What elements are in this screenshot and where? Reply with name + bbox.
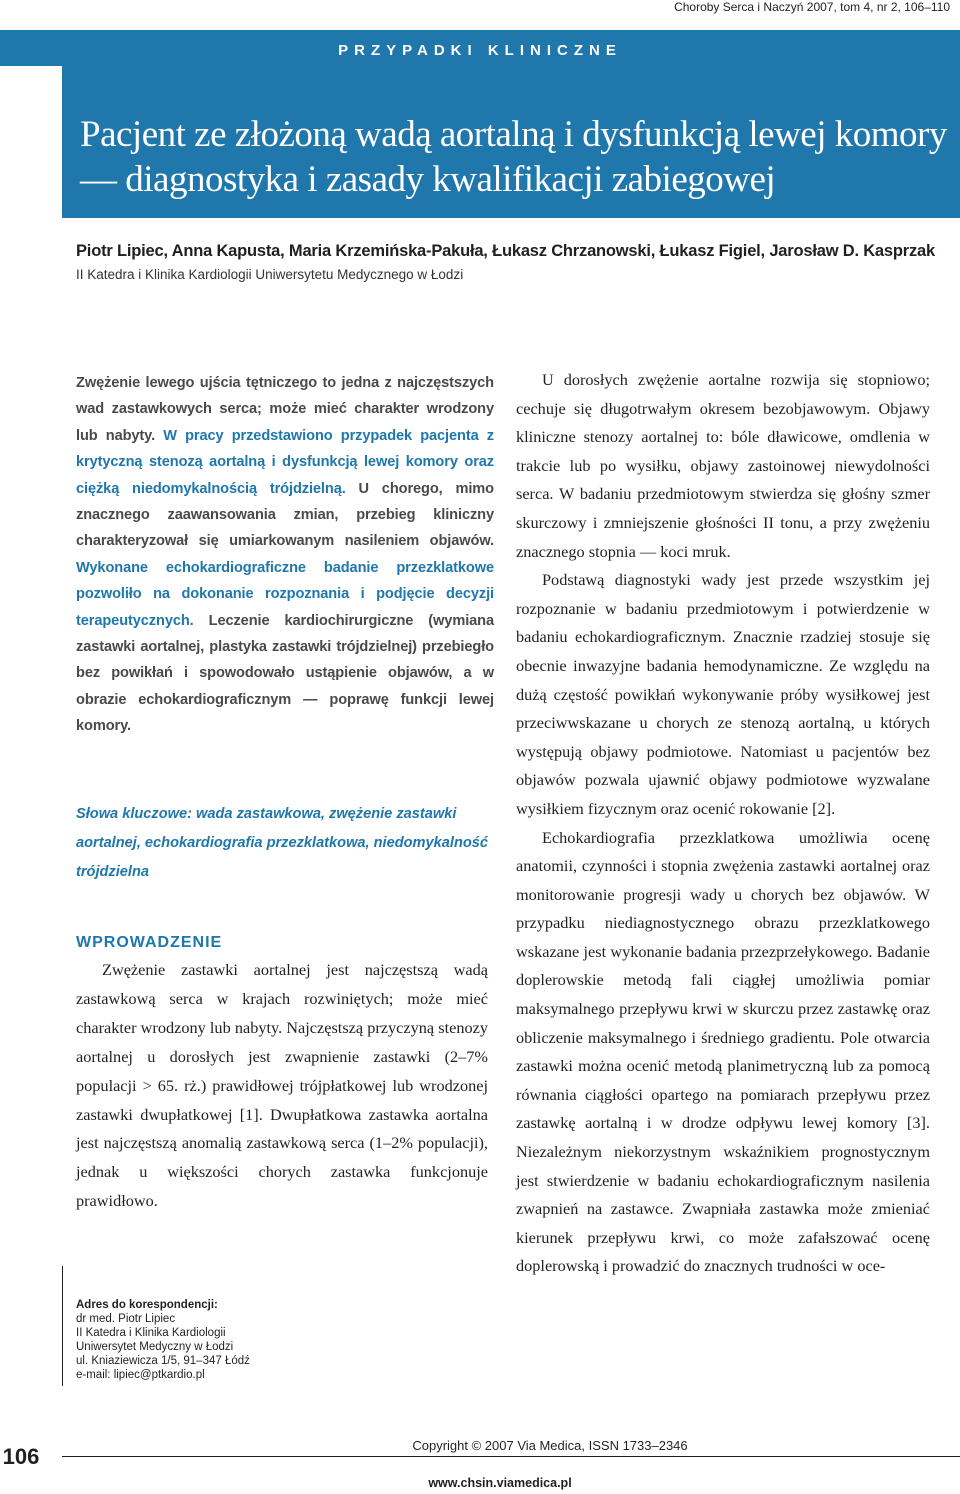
intro-heading: WPROWADZENIE xyxy=(76,934,223,951)
correspondence-email[interactable]: e-mail: lipiec@ptkardio.pl xyxy=(76,1369,205,1381)
website-link[interactable]: www.chsin.viamedica.pl xyxy=(428,1476,572,1490)
copyright: Copyright © 2007 Via Medica, ISSN 1733–2346 xyxy=(412,1438,688,1453)
abstract-part-5: Leczenie kardiochirurgiczne (wymiana zastawki aortalnej, plastyka zastawki trójdzielnej) przebiegło bez powikłań i spowodowało ustąpienie objawów, a w obrazie echokardiograficznym — poprawę funkcji lewej komory. xyxy=(76,612,494,735)
paragraph: Podstawą diagnostyki wady jest przede wszystkim jej rozpoznanie w badaniu przedmiotowym i potwierdzenie w badaniu echokardiograficznym. Znacznie rzadziej stosuje się obecnie inwazyjne badania hemodynamiczne. Ze względu na dużą częstość powikłań wykonywanie próby wysiłkowej jest przeciwwskazane u chorych ze stenozą aortalną, u których występują objawy podmiotowe. Natomiast u pacjentów bez objawów pozwala ujawnić objawy podmiotowe wyzwalane wysiłkiem fizycznym oraz ocenić rokowanie [2]. xyxy=(516,570,930,818)
abstract xyxy=(76,370,494,740)
correspondence-line: dr med. Piotr Lipiec xyxy=(76,1313,176,1325)
article-title xyxy=(80,112,950,202)
abstract-part-3: U chorego, mimo znacznego zaawansowania zmian, przebieg kliniczny charakteryzował się umiarkowanym nasileniem objawów. xyxy=(76,480,494,550)
section-label: PRZYPADKI KLINICZNE xyxy=(338,42,622,59)
correspondence-block xyxy=(76,1298,336,1382)
page-number: 106 xyxy=(2,1444,40,1469)
correspondence-heading: Adres do korespondencji: xyxy=(76,1299,218,1311)
correspondence-line: ul. Kniaziewicza 1/5, 91–347 Łódź xyxy=(76,1355,250,1367)
correspondence-line: II Katedra i Klinika Kardiologii xyxy=(76,1327,226,1339)
title-line-2: — diagnostyka i zasady kwalifikacji zabiegowej xyxy=(80,159,776,200)
journal-header: Choroby Serca i Naczyń 2007, tom 4, nr 2, 106–110 xyxy=(674,0,950,14)
right-column xyxy=(516,366,930,1281)
footer-rule xyxy=(62,1456,960,1457)
keywords: Słowa kluczowe: wada zastawkowa, zwężenie zastawki aortalnej, echokardiografia przezklatkowa, niedomykalność trójdzielna xyxy=(76,806,489,880)
title-line-1: Pacjent ze złożoną wadą aortalną i dysfunkcją lewej komory xyxy=(80,114,947,155)
correspondence-line: Uniwersytet Medyczny w Łodzi xyxy=(76,1341,234,1353)
authors: Piotr Lipiec, Anna Kapusta, Maria Krzemińska-Pakuła, Łukasz Chrzanowski, Łukasz Figiel, Jarosław D. Kasprzak xyxy=(76,242,935,260)
abstract-part-4: Wykonane echokardiograficzne badanie przezklatkowe pozwoliło na dokonanie rozpoznania i podjęcie decyzji terapeutycznych. xyxy=(76,559,494,629)
paragraph: U dorosłych zwężenie aortalne rozwija się stopniowo; cechuje się długotrwałym okresem bezobjawowym. Objawy kliniczne stenozy aortalnej to: bóle dławicowe, omdlenia w trakcie lub po wysiłku, objawy zastoinowej niewydolności serca. W badaniu przedmiotowym stwierdza się głośny szmer skurczowy i zmniejszenie głośności II tonu, a przy zwężeniu znacznego stopnia — koci mruk. xyxy=(516,370,930,561)
abstract-part-1: Zwężenie lewego ujścia tętniczego to jedna z najczęstszych wad zastawkowych serca; może mieć charakter wrodzony lub nabyty. xyxy=(76,375,494,444)
affiliation: II Katedra i Klinika Kardiologii Uniwersytetu Medycznego w Łodzi xyxy=(76,267,464,282)
intro-text: Zwężenie zastawki aortalnej jest najczęstszą wadą zastawkową serca w krajach rozwiniętych; może mieć charakter wrodzony lub nabyty. Najczęstszą przyczyną stenozy aortalnej u dorosłych jest zwapnienie zastawki (2–7% populacji > 65. rż.) prawidłowej trójpłatkowej lub wrodzonej zastawki dwupłatkowej [1]. Dwupłatkowa zastawka aortalna jest najczęstszą anomalią zastawkową serca (1–2% populacji), jednak u większości chorych zastawka funkcjonuje prawidłowo. xyxy=(76,960,488,1211)
correspondence-rule xyxy=(62,1266,63,1386)
abstract-part-2: W pracy przedstawiono przypadek pacjenta z krytyczną stenozą aortalną i dysfunkcją lewej komory oraz ciężką niedomykalnością trójdzielną. xyxy=(76,427,494,497)
paragraph: Echokardiografia przezklatkowa umożliwia ocenę anatomii, czynności i stopnia zwężenia zastawki aortalnej oraz monitorowanie progresji wady u chorych bez objawów. W przypadku niediagnostycznego obrazu przezklatkowego wskazane jest wykonanie badania przezprzełykowego. Badanie doplerowskie metodą fali ciągłej umożliwia pomiar maksymalnego przepływu krwi w skurczu przez zastawkę oraz obliczenie maksymalnego i średniego gradientu. Pole otwarcia zastawki można ocenić metodą planimetryczną lub za pomocą równania ciągłości opartego na pomiarach przepływu przez zastawkę aortalną i w drodze odpływu lewej komory [3]. Niezależnym niekorzystnym wskaźnikiem prognostycznym jest stwierdzenie w badaniu echokardiograficznym nasilenia zwapnień na zastawce. Zwapniała zastawka może zmieniać kierunek przepływu krwi, co może zafałszować ocenę doplerowską i prowadzić do znacznych trudności w oce- xyxy=(516,827,930,1276)
